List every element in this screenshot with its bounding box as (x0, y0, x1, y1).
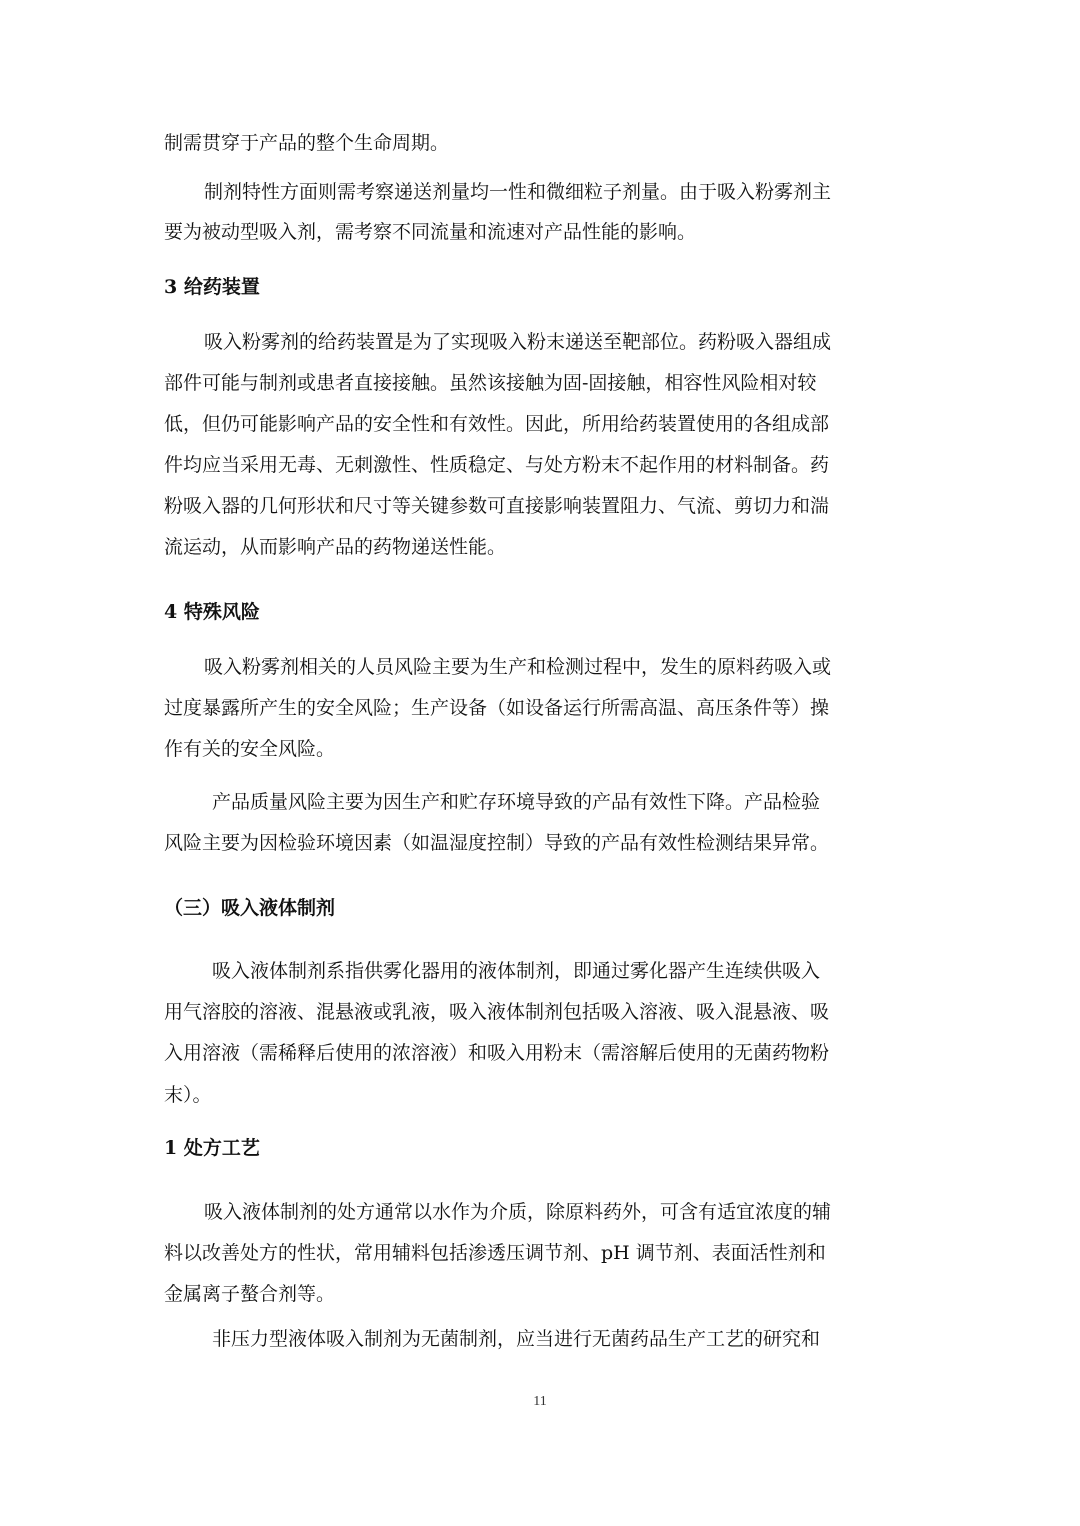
paragraph-line: 作有关的安全风险。 (164, 738, 336, 760)
paragraph-line: 粉吸入器的几何形状和尺寸等关键参数可直接影响装置阻力、气流、剪切力和湍 (164, 495, 830, 517)
section-heading: 4 特殊风险 (164, 601, 260, 623)
section-heading: 1 处方工艺 (164, 1137, 260, 1159)
paragraph-line: 吸入液体制剂的处方通常以水作为介质，除原料药外，可含有适宜浓度的辅 (204, 1201, 832, 1223)
paragraph-line: 用气溶胶的溶液、混悬液或乳液，吸入液体制剂包括吸入溶液、吸入混悬液、吸 (164, 1001, 830, 1023)
paragraph-line: 过度暴露所产生的安全风险；生产设备（如设备运行所需高温、高压条件等）操 (164, 697, 830, 719)
paragraph-line: 吸入液体制剂系指供雾化器用的液体制剂，即通过雾化器产生连续供吸入 (212, 960, 821, 982)
paragraph-line: 流运动，从而影响产品的药物递送性能。 (164, 536, 507, 558)
section-heading: （三）吸入液体制剂 (164, 897, 336, 919)
paragraph-line: 吸入粉雾剂的给药装置是为了实现吸入粉末递送至靶部位。药粉吸入器组成 (204, 331, 832, 353)
paragraph-line: 制剂特性方面则需考察递送剂量均一性和微细粒子剂量。由于吸入粉雾剂主 (204, 181, 832, 203)
paragraph-line: 料以改善处方的性状，常用辅料包括渗透压调节剂、pH 调节剂、表面活性剂和 (164, 1242, 826, 1264)
paragraph-line: 吸入粉雾剂相关的人员风险主要为生产和检测过程中，发生的原料药吸入或 (204, 656, 832, 678)
paragraph-line: 风险主要为因检验环境因素（如温湿度控制）导致的产品有效性检测结果异常。 (164, 832, 830, 854)
paragraph-line: 制需贯穿于产品的整个生命周期。 (164, 132, 450, 154)
section-heading: 3 给药装置 (164, 276, 260, 298)
paragraph-line: 产品质量风险主要为因生产和贮存环境导致的产品有效性下降。产品检验 (212, 791, 821, 813)
paragraph-line: 要为被动型吸入剂，需考察不同流量和流速对产品性能的影响。 (164, 221, 697, 243)
paragraph-line: 部件可能与制剂或患者直接接触。虽然该接触为固-固接触，相容性风险相对较 (164, 372, 817, 394)
paragraph-line: 末）。 (164, 1084, 212, 1106)
paragraph-line: 非压力型液体吸入制剂为无菌制剂，应当进行无菌药品生产工艺的研究和 (212, 1328, 821, 1350)
paragraph-line: 金属离子螯合剂等。 (164, 1283, 336, 1305)
paragraph-line: 低，但仍可能影响产品的安全性和有效性。因此，所用给药装置使用的各组成部 (164, 413, 830, 435)
paragraph-line: 入用溶液（需稀释后使用的浓溶液）和吸入用粉末（需溶解后使用的无菌药物粉 (164, 1042, 830, 1064)
paragraph-line: 件均应当采用无毒、无刺激性、性质稳定、与处方粉末不起作用的材料制备。药 (164, 454, 830, 476)
page-number: 11 (533, 1394, 547, 1409)
